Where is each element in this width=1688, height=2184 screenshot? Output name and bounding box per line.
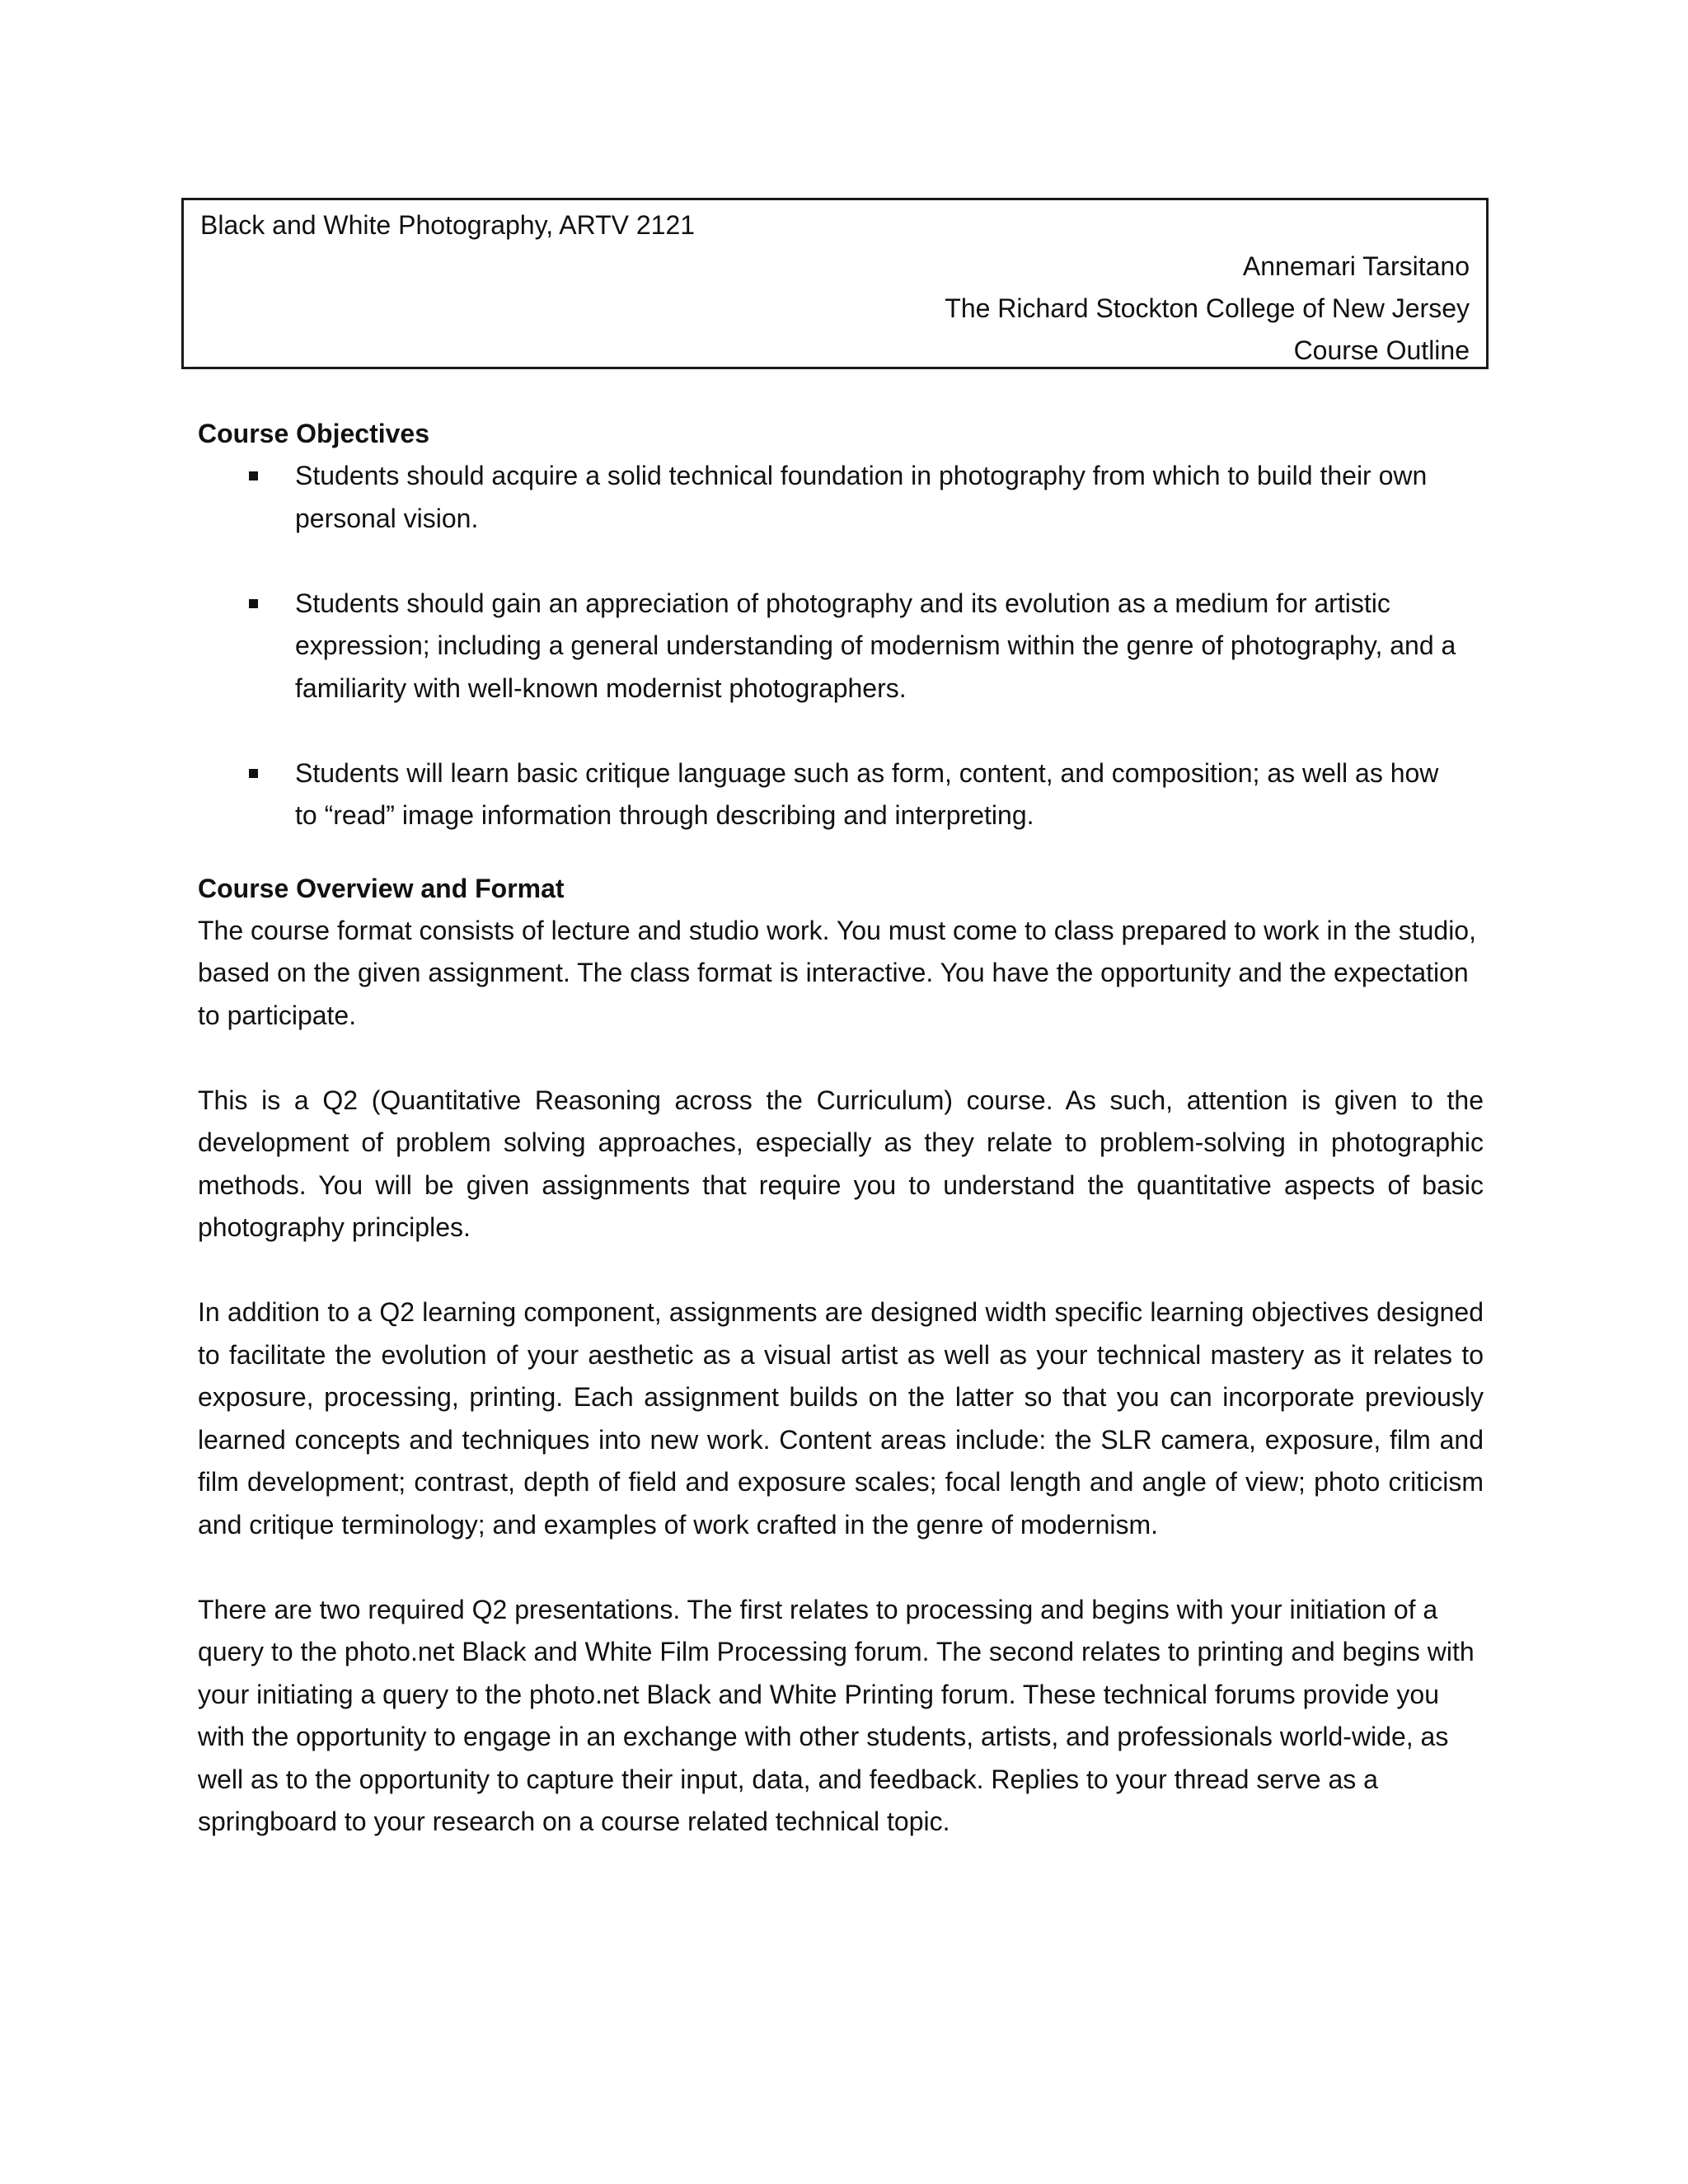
header-box bbox=[181, 198, 1489, 369]
square-bullet-icon bbox=[249, 471, 258, 480]
overview-paragraph: There are two required Q2 presentations. The first relates to processing and begins with your initiation of a query to the photo.net Black and White Film Processing forum. The second relates to printing and begins with your initiating a query to the photo.net Black and White Printing forum. These technical forums provide you with the opportunity to engage in an exchange with other students, artists, and professionals world-wide, as well as to the opportunity to capture their input, data, and feedback. Replies to your thread serve as a springboard to your research on a course related technical topic. bbox=[198, 1594, 1475, 1836]
institution-name: The Richard Stockton College of New Jersey bbox=[945, 293, 1470, 323]
overview-heading: Course Overview and Format bbox=[198, 873, 565, 903]
overview-paragraph: The course format consists of lecture and studio work. You must come to class prepared to work in the studio, based on the given assignment. The class format is interactive. You have the opportunity and the expectation to participate. bbox=[198, 915, 1476, 1030]
overview-paragraph: This is a Q2 (Quantitative Reasoning across the Curriculum) course. As such, attention is given to the development of problem solving approaches, especially as they relate to problem-solving in photographic methods. You will be given assignments that require you to understand the quantitative aspects of basic photography principles. bbox=[198, 1085, 1484, 1242]
overview-paragraph: In addition to a Q2 learning component, assignments are designed width specific learning objectives designed to facilitate the evolution of your aesthetic as a visual artist as well as your technical mastery as it relates to exposure, processing, printing. Each assignment builds on the latter so that you can incorporate previously learned concepts and techniques into new work. Content areas include: the SLR camera, exposure, film and film development; contrast, depth of field and exposure scales; focal length and angle of view; photo criticism and critique terminology; and examples of work crafted in the genre of modernism. bbox=[198, 1297, 1484, 1540]
square-bullet-icon bbox=[249, 599, 258, 608]
square-bullet-icon bbox=[249, 769, 258, 778]
objectives-list bbox=[198, 455, 1484, 837]
document-body bbox=[198, 412, 1484, 1886]
document-type: Course Outline bbox=[1293, 335, 1470, 365]
instructor-name: Annemari Tarsitano bbox=[1242, 251, 1470, 281]
objectives-heading: Course Objectives bbox=[198, 419, 429, 448]
objective-item bbox=[198, 583, 1484, 710]
objective-item bbox=[198, 752, 1484, 837]
objective-text: Students will learn basic critique language such as form, content, and composition; as well as how to “read” image information through describing and interpreting. bbox=[295, 757, 1439, 830]
objective-item bbox=[198, 455, 1484, 540]
objective-text: Students should gain an appreciation of photography and its evolution as a medium for artistic expression; including a general understanding of modernism within the genre of photography, and a familiarity with well-known modernist photographers. bbox=[295, 588, 1456, 703]
course-title: Black and White Photography, ARTV 2121 bbox=[200, 210, 696, 240]
objective-text: Students should acquire a solid technical foundation in photography from which to build their own personal vision. bbox=[295, 461, 1428, 533]
